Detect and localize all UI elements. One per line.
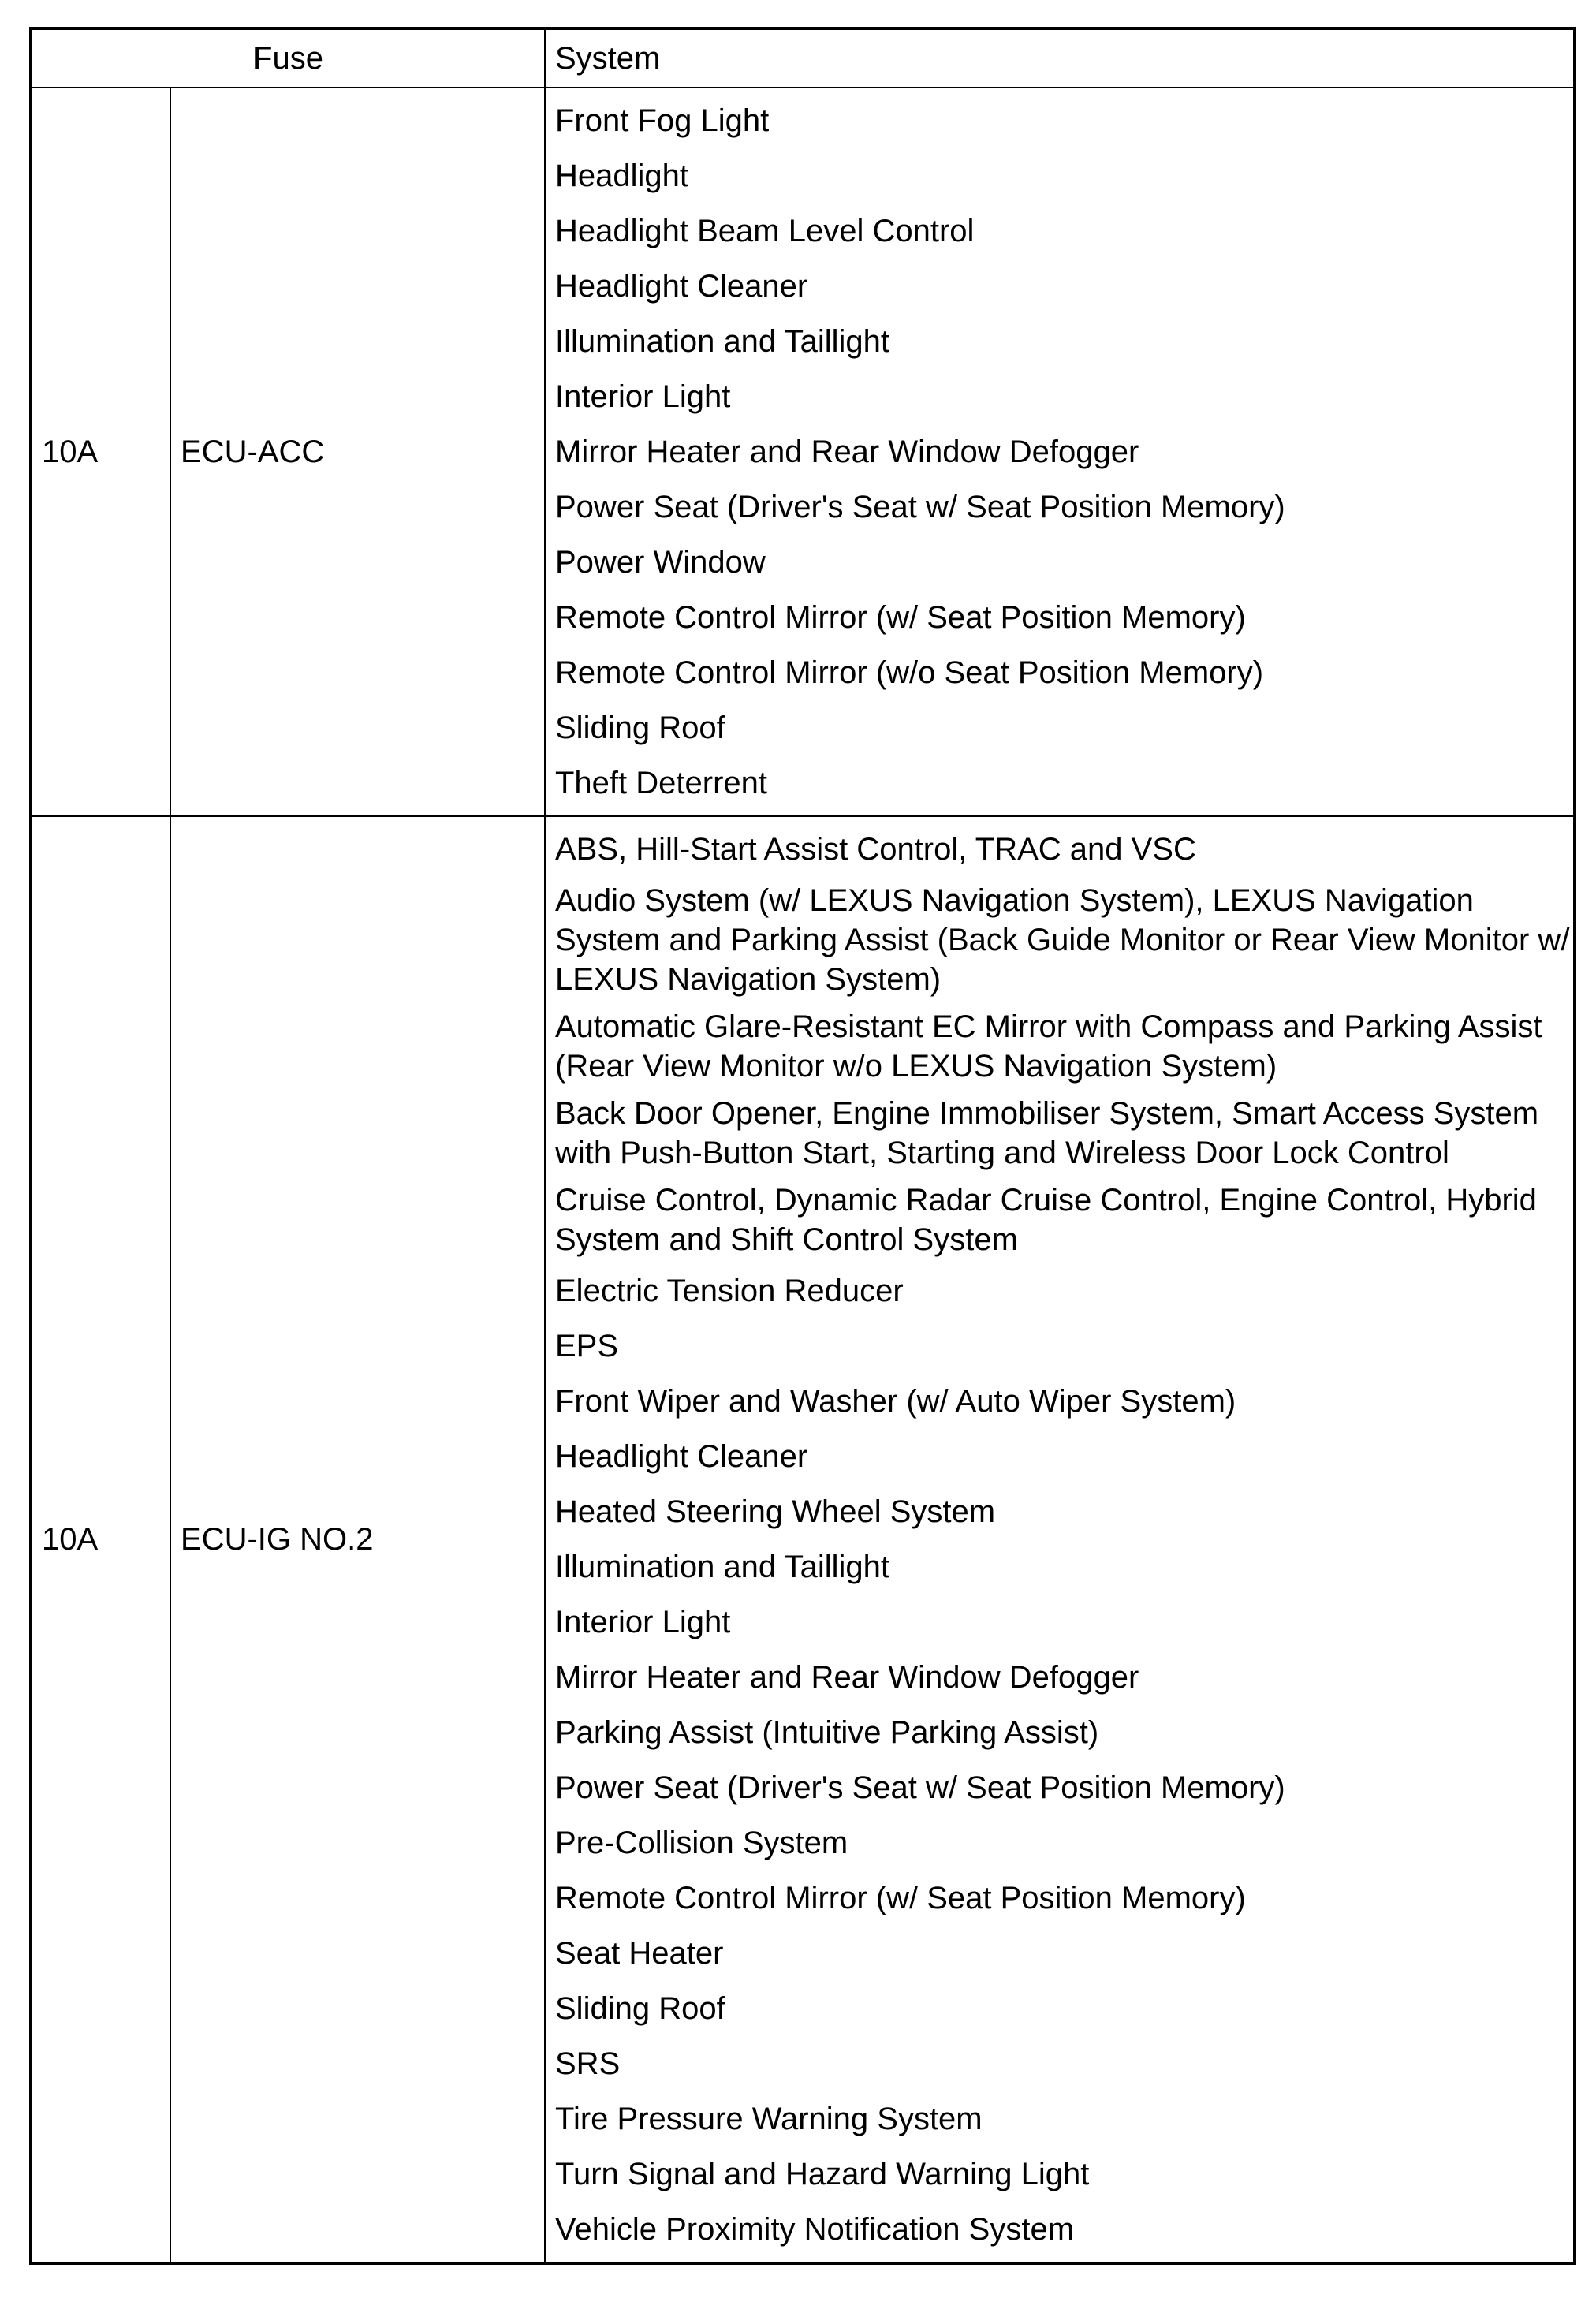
system-item: Mirror Heater and Rear Window Defogger — [555, 435, 1139, 469]
system-item: Power Seat (Driver's Seat w/ Seat Position Memory) — [555, 490, 1285, 524]
system-item: Remote Control Mirror (w/ Seat Position Memory) — [555, 600, 1246, 635]
system-item: Mirror Heater and Rear Window Defogger — [555, 1660, 1139, 1695]
system-item: Cruise Control, Dynamic Radar Cruise Control, Engine Control, Hybrid System and Shift Control System — [555, 1183, 1537, 1257]
system-cell — [545, 816, 1575, 2263]
system-item: Remote Control Mirror (w/ Seat Position Memory) — [555, 1881, 1246, 1915]
header-system: System — [545, 28, 1575, 88]
system-item: SRS — [555, 2046, 621, 2081]
system-item: Heated Steering Wheel System — [555, 1494, 996, 1529]
system-item: Front Wiper and Washer (w/ Auto Wiper System) — [555, 1384, 1236, 1419]
system-item: Illumination and Taillight — [555, 324, 889, 359]
fuse-name: ECU-IG NO.2 — [170, 816, 545, 2263]
system-item: Remote Control Mirror (w/o Seat Position Memory) — [555, 655, 1264, 690]
system-item: Seat Heater — [555, 1936, 724, 1971]
system-item: Illumination and Taillight — [555, 1550, 889, 1584]
system-item: Interior Light — [555, 1605, 731, 1639]
system-item: Sliding Roof — [555, 711, 725, 745]
system-item: Interior Light — [555, 379, 731, 414]
system-item: Tire Pressure Warning System — [555, 2102, 983, 2136]
system-item: Automatic Glare-Resistant EC Mirror with Compass and Parking Assist (Rear View Monitor w/o LEXUS Navigation System) — [555, 1009, 1542, 1084]
system-item: Parking Assist (Intuitive Parking Assist) — [555, 1715, 1099, 1750]
system-item: ABS, Hill-Start Assist Control, TRAC and VSC — [555, 832, 1196, 867]
system-item: Vehicle Proximity Notification System — [555, 2212, 1075, 2247]
system-item: Headlight Cleaner — [555, 1439, 808, 1474]
system-cell — [545, 88, 1575, 816]
system-item: Headlight — [555, 159, 689, 193]
fuse-amperage: 10A — [31, 88, 170, 816]
table-header-row — [31, 28, 1575, 88]
header-fuse: Fuse — [31, 28, 545, 88]
system-item: Power Window — [555, 545, 766, 580]
system-item: Power Seat (Driver's Seat w/ Seat Position Memory) — [555, 1770, 1285, 1805]
system-item: Headlight Cleaner — [555, 269, 808, 304]
system-item: Front Fog Light — [555, 103, 770, 138]
fuse-name: ECU-ACC — [170, 88, 545, 816]
system-item: Audio System (w/ LEXUS Navigation System), LEXUS Navigation System and Parking Assist (Back Guide Monitor or Rear View Monitor w/ LEXUS Navigation System) — [555, 883, 1570, 997]
fuse-table — [29, 27, 1576, 2265]
fuse-amperage: 10A — [31, 816, 170, 2263]
system-item: EPS — [555, 1329, 619, 1363]
system-item: Electric Tension Reducer — [555, 1274, 904, 1308]
table-row — [31, 816, 1575, 2263]
system-list — [555, 822, 1573, 2257]
system-list — [555, 93, 1573, 811]
table-row — [31, 88, 1575, 816]
system-item: Headlight Beam Level Control — [555, 214, 975, 248]
system-item: Back Door Opener, Engine Immobiliser System, Smart Access System with Push-Button Start, Starting and Wireless Door Lock Control — [555, 1096, 1539, 1170]
system-item: Turn Signal and Hazard Warning Light — [555, 2157, 1090, 2191]
system-item: Pre-Collision System — [555, 1826, 848, 1860]
system-item: Theft Deterrent — [555, 766, 768, 800]
system-item: Sliding Roof — [555, 1991, 725, 2026]
